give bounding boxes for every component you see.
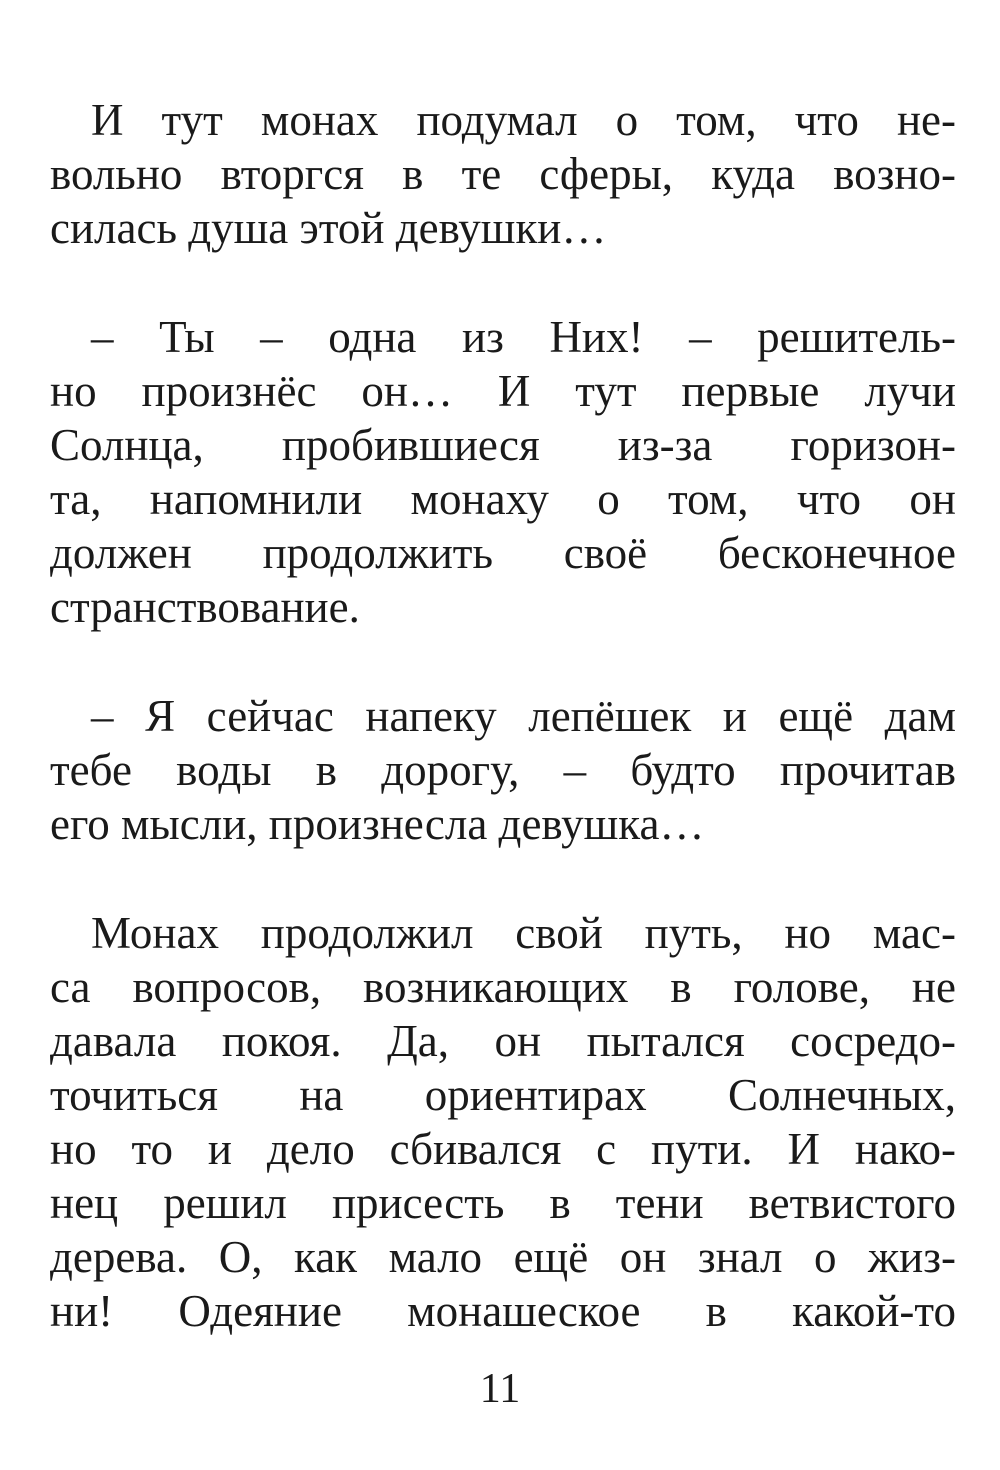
text-line: нец решил присесть в тени ветвистого bbox=[50, 1178, 956, 1228]
page-body bbox=[50, 93, 956, 1338]
text-line: И тут монах подумал о том, что не- bbox=[91, 95, 956, 145]
text-line: точиться на ориентирах Солнечных, bbox=[50, 1070, 956, 1120]
text-line: но то и дело сбивался с пути. И нако- bbox=[50, 1124, 956, 1174]
text-line: его мысли, произнесла девушка… bbox=[50, 799, 705, 849]
page-number: 11 bbox=[479, 1366, 521, 1412]
text-line: силась душа этой девушки… bbox=[50, 203, 607, 253]
text-line: та, напомнили монаху о том, что он bbox=[50, 474, 956, 524]
text-line: странствование. bbox=[50, 582, 360, 632]
text-line: дерева. О, как мало ещё он знал о жиз- bbox=[50, 1232, 956, 1282]
text-line: тебе воды в дорогу, – будто прочитав bbox=[50, 745, 956, 795]
paragraph-4 bbox=[50, 906, 956, 1338]
text-line: давала покоя. Да, он пытался сосредо- bbox=[50, 1016, 956, 1066]
text-line: са вопросов, возникающих в голове, не bbox=[50, 962, 956, 1012]
text-line: ни! Одеяние монашеское в какой-то bbox=[50, 1286, 956, 1336]
text-line: Монах продолжил свой путь, но мас- bbox=[91, 908, 956, 958]
paragraph-3 bbox=[50, 689, 956, 851]
paragraph-2 bbox=[50, 310, 956, 634]
paragraph-1 bbox=[50, 93, 956, 255]
text-line: – Я сейчас напеку лепёшек и ещё дам bbox=[91, 691, 956, 741]
text-line: – Ты – одна из Них! – решитель- bbox=[91, 312, 956, 362]
text-line: вольно вторгся в те сферы, куда возно- bbox=[50, 149, 956, 199]
text-line: должен продолжить своё бесконечное bbox=[50, 528, 956, 578]
text-line: Солнца, пробившиеся из-за горизон- bbox=[50, 420, 956, 470]
text-line: но произнёс он… И тут первые лучи bbox=[50, 366, 956, 416]
